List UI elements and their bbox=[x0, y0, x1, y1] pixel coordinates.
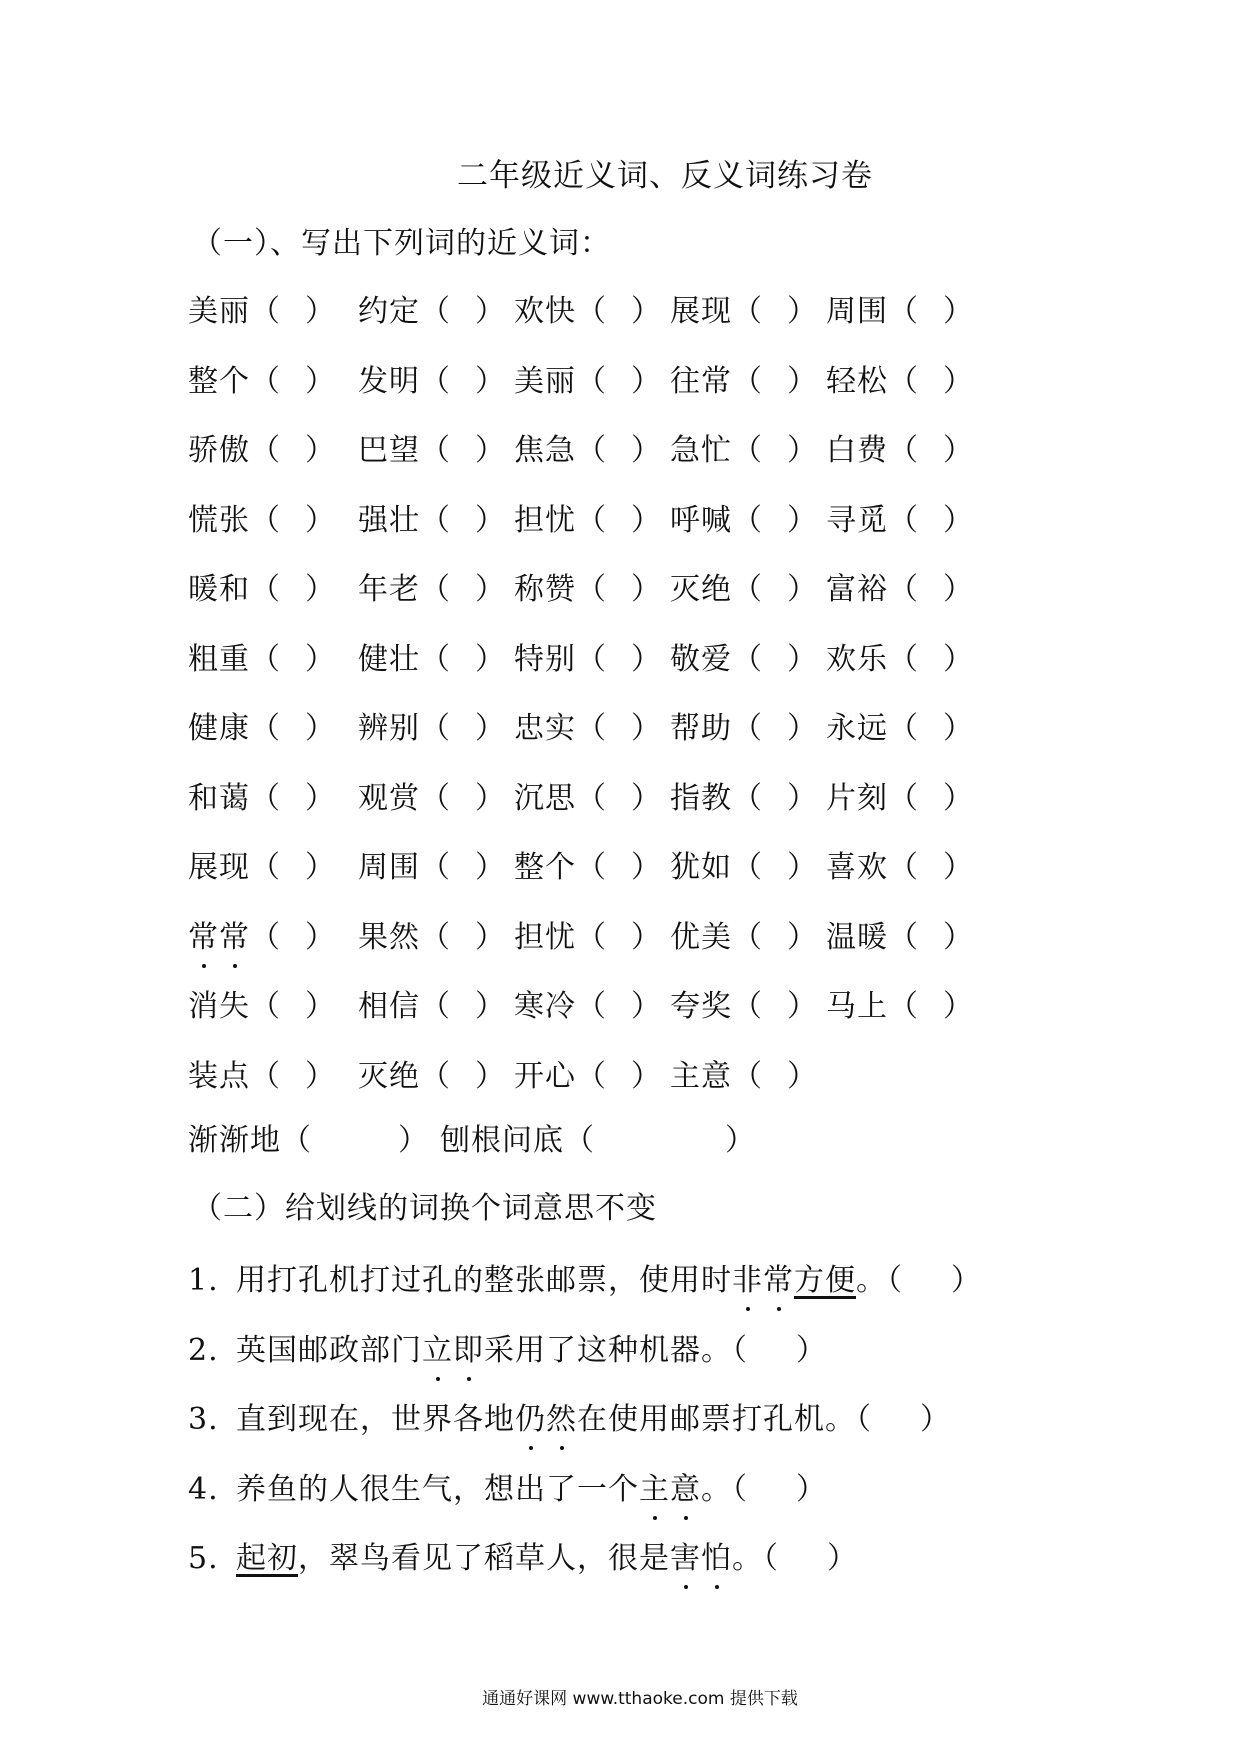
sentence-item: 2. 英国邮政部门立即采用了这种机器。（ ） bbox=[188, 1325, 982, 1395]
word-text: 犹如 bbox=[670, 850, 732, 885]
word-text: 片刻 bbox=[826, 780, 888, 816]
word-text: 果然 bbox=[358, 919, 420, 955]
word-cell: 美丽（ ） bbox=[514, 363, 662, 399]
word-text: 特别 bbox=[514, 641, 576, 677]
word-cell: 主意（ ） bbox=[670, 1058, 818, 1094]
word-text: 主意 bbox=[670, 1058, 732, 1094]
word-cell: 和蔼（ ） bbox=[188, 780, 336, 816]
word-text: 帮助 bbox=[670, 711, 732, 746]
word-cell: 白费（ ） bbox=[826, 433, 974, 468]
word-text: 欢乐 bbox=[826, 641, 888, 677]
word-text: 整个 bbox=[514, 850, 576, 885]
section-1-heading: （一）、写出下列词的近义词： bbox=[192, 226, 611, 261]
word-text: 健壮 bbox=[358, 641, 420, 677]
word-text: 美丽 bbox=[188, 294, 250, 329]
word-cell: 展现（ ） bbox=[188, 850, 336, 885]
sentence-item: 4. 养鱼的人很生气，想出了一个主意。（ ） bbox=[188, 1464, 982, 1534]
word-cell: 焦急（ ） bbox=[514, 433, 662, 468]
word-cell: 骄傲（ ） bbox=[188, 433, 336, 468]
word-text: 观赏 bbox=[358, 780, 420, 816]
word-cell: 夸奖（ ） bbox=[670, 989, 818, 1024]
word-cell: 常常（ ） bbox=[188, 912, 336, 982]
word-cell: 喜欢（ ） bbox=[826, 850, 974, 885]
word-text: 开心 bbox=[514, 1058, 576, 1094]
word-text: 粗重 bbox=[188, 641, 250, 677]
word-cell: 周围（ ） bbox=[358, 850, 506, 885]
section-2-heading: （二）给划线的词换个词意思不变 bbox=[192, 1191, 657, 1226]
word-text: 白费 bbox=[826, 433, 888, 468]
word-text: 健康 bbox=[188, 711, 250, 746]
word-cell: 整个（ ） bbox=[188, 363, 336, 399]
word-text: 消失 bbox=[188, 989, 250, 1024]
word-cell: 轻松（ ） bbox=[826, 363, 974, 399]
word-cell: 强壮（ ） bbox=[358, 502, 506, 538]
sentence-item: 1. 用打孔机打过孔的整张邮票，使用时非常方便。（ ） bbox=[188, 1255, 982, 1325]
word-cell: 富裕（ ） bbox=[826, 572, 974, 607]
word-cell: 年老（ ） bbox=[358, 572, 506, 607]
extra-item: 渐渐地（ ） bbox=[188, 1123, 429, 1158]
word-text: 巴望 bbox=[358, 433, 420, 468]
word-cell: 优美（ ） bbox=[670, 919, 818, 955]
word-text: 担忧 bbox=[514, 502, 576, 538]
word-cell: 开心（ ） bbox=[514, 1058, 662, 1094]
word-cell: 温暖（ ） bbox=[826, 919, 974, 955]
word-text: 夸奖 bbox=[670, 989, 732, 1024]
word-text: 寻觅 bbox=[826, 502, 888, 538]
underlined-word: 起初 bbox=[236, 1541, 298, 1576]
word-cell: 美丽（ ） bbox=[188, 294, 336, 329]
word-cell: 担忧（ ） bbox=[514, 919, 662, 955]
word-text: 强壮 bbox=[358, 502, 420, 538]
word-text: 指教 bbox=[670, 780, 732, 816]
footer-credit: 通通好课网 www.tthaoke.com 提供下载 bbox=[482, 1689, 798, 1709]
word-cell: 周围（ ） bbox=[826, 294, 974, 329]
word-text: 常常 bbox=[188, 920, 250, 955]
extra-item: 刨根问底（ ） bbox=[440, 1123, 756, 1158]
word-cell: 欢快（ ） bbox=[514, 294, 662, 329]
word-cell: 忠实（ ） bbox=[514, 711, 662, 746]
word-text: 欢快 bbox=[514, 294, 576, 329]
word-cell: 灭绝（ ） bbox=[358, 1058, 506, 1094]
word-text: 展现 bbox=[188, 850, 250, 885]
word-text: 马上 bbox=[826, 989, 888, 1024]
word-text: 发明 bbox=[358, 363, 420, 399]
word-cell: 发明（ ） bbox=[358, 363, 506, 399]
word-cell: 呼喊（ ） bbox=[670, 502, 818, 538]
word-text: 焦急 bbox=[514, 433, 576, 468]
word-cell: 沉思（ ） bbox=[514, 780, 662, 816]
word-text: 周围 bbox=[826, 294, 888, 329]
underlined-word: 方便 bbox=[794, 1263, 856, 1298]
word-text: 灭绝 bbox=[670, 572, 732, 607]
word-text: 展现 bbox=[670, 294, 732, 329]
word-cell: 帮助（ ） bbox=[670, 711, 818, 746]
word-text: 轻松 bbox=[826, 363, 888, 399]
word-text: 温暖 bbox=[826, 919, 888, 955]
word-text: 往常 bbox=[670, 363, 732, 399]
word-text: 忠实 bbox=[514, 711, 576, 746]
page-title: 二年级近义词、反义词练习卷 bbox=[457, 158, 873, 194]
word-text: 沉思 bbox=[514, 780, 576, 816]
word-cell: 辨别（ ） bbox=[358, 711, 506, 746]
word-text: 灭绝 bbox=[358, 1058, 420, 1094]
sentence-list bbox=[188, 1255, 982, 1603]
word-text: 周围 bbox=[358, 850, 420, 885]
word-text: 暖和 bbox=[188, 572, 250, 607]
word-text: 美丽 bbox=[514, 363, 576, 399]
word-cell: 巴望（ ） bbox=[358, 433, 506, 468]
word-cell: 展现（ ） bbox=[670, 294, 818, 329]
word-text: 担忧 bbox=[514, 919, 576, 955]
word-cell: 整个（ ） bbox=[514, 850, 662, 885]
word-cell: 粗重（ ） bbox=[188, 641, 336, 677]
word-text: 年老 bbox=[358, 572, 420, 607]
word-text: 呼喊 bbox=[670, 502, 732, 538]
word-text: 寒冷 bbox=[514, 989, 576, 1024]
word-cell: 约定（ ） bbox=[358, 294, 506, 329]
word-cell: 健壮（ ） bbox=[358, 641, 506, 677]
word-cell: 相信（ ） bbox=[358, 989, 506, 1024]
word-cell: 称赞（ ） bbox=[514, 572, 662, 607]
word-cell: 慌张（ ） bbox=[188, 502, 336, 538]
word-text: 喜欢 bbox=[826, 850, 888, 885]
word-cell: 片刻（ ） bbox=[826, 780, 974, 816]
word-cell: 担忧（ ） bbox=[514, 502, 662, 538]
underlined-word: 主意 bbox=[639, 1472, 701, 1507]
word-cell: 欢乐（ ） bbox=[826, 641, 974, 677]
word-cell: 敬爱（ ） bbox=[670, 641, 818, 677]
word-text: 慌张 bbox=[188, 502, 250, 538]
word-cell: 永远（ ） bbox=[826, 711, 974, 746]
word-text: 永远 bbox=[826, 711, 888, 746]
word-cell: 寒冷（ ） bbox=[514, 989, 662, 1024]
word-cell: 马上（ ） bbox=[826, 989, 974, 1024]
word-text: 辨别 bbox=[358, 711, 420, 746]
word-cell: 灭绝（ ） bbox=[670, 572, 818, 607]
word-cell: 往常（ ） bbox=[670, 363, 818, 399]
word-cell: 健康（ ） bbox=[188, 711, 336, 746]
word-text: 富裕 bbox=[826, 572, 888, 607]
word-text: 和蔼 bbox=[188, 780, 250, 816]
dotted-word: 非常 bbox=[732, 1263, 794, 1298]
word-cell: 消失（ ） bbox=[188, 989, 336, 1024]
word-text: 称赞 bbox=[514, 572, 576, 607]
word-text: 优美 bbox=[670, 919, 732, 955]
word-cell: 观赏（ ） bbox=[358, 780, 506, 816]
word-cell: 特别（ ） bbox=[514, 641, 662, 677]
word-cell: 犹如（ ） bbox=[670, 850, 818, 885]
word-text: 急忙 bbox=[670, 433, 732, 468]
word-cell: 暖和（ ） bbox=[188, 572, 336, 607]
underlined-word: 仍然 bbox=[515, 1402, 577, 1437]
sentence-item: 3. 直到现在，世界各地仍然在使用邮票打孔机。（ ） bbox=[188, 1394, 982, 1464]
word-text: 骄傲 bbox=[188, 433, 250, 468]
word-cell: 急忙（ ） bbox=[670, 433, 818, 468]
word-text: 整个 bbox=[188, 363, 250, 399]
word-text: 相信 bbox=[358, 989, 420, 1024]
word-text: 约定 bbox=[358, 294, 420, 329]
word-cell: 寻觅（ ） bbox=[826, 502, 974, 538]
underlined-word: 立即 bbox=[422, 1333, 484, 1368]
word-text: 敬爱 bbox=[670, 641, 732, 677]
word-text: 装点 bbox=[188, 1058, 250, 1094]
sentence-item: 5. 起初，翠鸟看见了稻草人，很是害怕。（ ） bbox=[188, 1533, 982, 1603]
word-cell: 装点（ ） bbox=[188, 1058, 336, 1094]
word-cell: 指教（ ） bbox=[670, 780, 818, 816]
word-cell: 果然（ ） bbox=[358, 919, 506, 955]
